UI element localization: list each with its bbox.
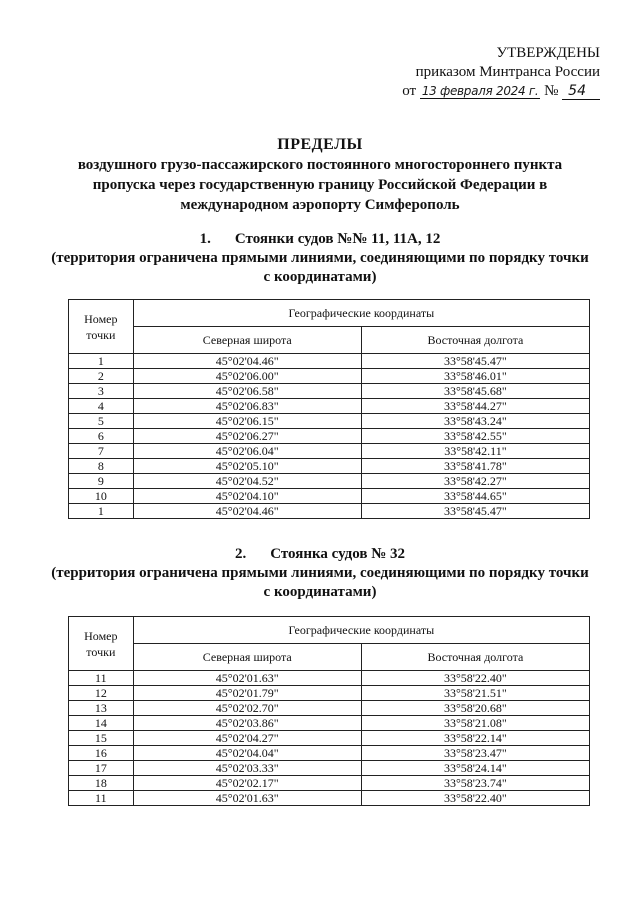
longitude-cell: 33°58'42.27": [361, 474, 589, 489]
table-row: [69, 399, 590, 414]
col-header-point-number: Номер точки: [69, 617, 134, 671]
title-line-3: международном аэропорту Симферополь: [180, 197, 460, 213]
longitude-cell: 33°58'23.74": [361, 776, 589, 791]
col-header-point-number: Номер точки: [69, 300, 134, 354]
latitude-cell: 45°02'02.70": [133, 701, 361, 716]
latitude-cell: 45°02'01.63": [133, 791, 361, 806]
point-number-cell: 9: [69, 474, 134, 489]
table-row: [69, 474, 590, 489]
longitude-cell: 33°58'22.40": [361, 671, 589, 686]
longitude-cell: 33°58'44.65": [361, 489, 589, 504]
longitude-cell: 33°58'42.55": [361, 429, 589, 444]
longitude-cell: 33°58'43.24": [361, 414, 589, 429]
longitude-cell: 33°58'22.40": [361, 791, 589, 806]
point-number-cell: 10: [69, 489, 134, 504]
longitude-cell: 33°58'41.78": [361, 459, 589, 474]
table-row: [69, 761, 590, 776]
order-no-label: №: [544, 83, 559, 99]
point-number-cell: 18: [69, 776, 134, 791]
table-row: [69, 489, 590, 504]
section-2-sub-1: (территория ограничена прямыми линиями, соединяющими по порядку точки: [51, 565, 589, 581]
section-1-sub-2: с координатами): [263, 269, 377, 285]
approval-order-line: [400, 82, 600, 101]
order-date: 13 февраля 2024 г.: [421, 84, 539, 98]
table-row: [69, 384, 590, 399]
point-number-cell: 1: [69, 354, 134, 369]
table-row: [69, 701, 590, 716]
table-row: [69, 459, 590, 474]
point-number-cell: 17: [69, 761, 134, 776]
point-number-cell: 1: [69, 504, 134, 519]
section-1-title: Стоянки судов №№ 11, 11А, 12: [234, 231, 441, 247]
section-1-heading: [40, 230, 600, 287]
coordinates-table-1: [68, 299, 590, 519]
longitude-cell: 33°58'45.47": [361, 354, 589, 369]
longitude-cell: 33°58'20.68": [361, 701, 589, 716]
longitude-cell: 33°58'44.27": [361, 399, 589, 414]
latitude-cell: 45°02'04.52": [133, 474, 361, 489]
latitude-cell: 45°02'02.17": [133, 776, 361, 791]
point-number-cell: 15: [69, 731, 134, 746]
order-number: 54: [562, 83, 600, 100]
latitude-cell: 45°02'03.33": [133, 761, 361, 776]
section-1-sub-1: (территория ограничена прямыми линиями, соединяющими по порядку точки: [51, 250, 589, 266]
latitude-cell: 45°02'04.46": [133, 354, 361, 369]
longitude-cell: 33°58'24.14": [361, 761, 589, 776]
col-header-longitude: Восточная долгота: [361, 327, 589, 354]
section-2-number: 2.: [234, 546, 247, 562]
table-row: [69, 671, 590, 686]
latitude-cell: 45°02'01.79": [133, 686, 361, 701]
section-2-sub-2: с координатами): [263, 584, 377, 600]
longitude-cell: 33°58'42.11": [361, 444, 589, 459]
point-number-cell: 16: [69, 746, 134, 761]
point-number-cell: 8: [69, 459, 134, 474]
table-row: [69, 369, 590, 384]
latitude-cell: 45°02'04.27": [133, 731, 361, 746]
latitude-cell: 45°02'06.58": [133, 384, 361, 399]
document-title: [40, 135, 600, 215]
latitude-cell: 45°02'04.04": [133, 746, 361, 761]
point-number-cell: 4: [69, 399, 134, 414]
longitude-cell: 33°58'46.01": [361, 369, 589, 384]
longitude-cell: 33°58'45.68": [361, 384, 589, 399]
table-row: [69, 746, 590, 761]
section-2-heading: [40, 545, 600, 602]
coordinates-table-2: [68, 616, 590, 806]
col-header-latitude: Северная широта: [133, 327, 361, 354]
point-number-cell: 7: [69, 444, 134, 459]
point-number-cell: 13: [69, 701, 134, 716]
latitude-cell: 45°02'06.04": [133, 444, 361, 459]
latitude-cell: 45°02'03.86": [133, 716, 361, 731]
table-row: [69, 686, 590, 701]
latitude-cell: 45°02'06.27": [133, 429, 361, 444]
point-number-cell: 2: [69, 369, 134, 384]
latitude-cell: 45°02'04.46": [133, 504, 361, 519]
latitude-cell: 45°02'06.83": [133, 399, 361, 414]
table-1-body: [69, 354, 590, 519]
longitude-cell: 33°58'45.47": [361, 504, 589, 519]
title-line-1: воздушного грузо-пассажирского постоянного многостороннего пункта: [77, 157, 563, 173]
table-row: [69, 354, 590, 369]
table-2-body: [69, 671, 590, 806]
title-main: ПРЕДЕЛЫ: [277, 136, 363, 153]
table-row: [69, 444, 590, 459]
table-row: [69, 731, 590, 746]
col-header-geo: Географические координаты: [133, 617, 589, 644]
point-number-cell: 11: [69, 671, 134, 686]
order-prefix: от: [402, 83, 417, 99]
table-row: [69, 776, 590, 791]
latitude-cell: 45°02'06.00": [133, 369, 361, 384]
longitude-cell: 33°58'22.14": [361, 731, 589, 746]
point-number-cell: 6: [69, 429, 134, 444]
longitude-cell: 33°58'21.51": [361, 686, 589, 701]
col-header-longitude: Восточная долгота: [361, 644, 589, 671]
table-row: [69, 414, 590, 429]
approval-order-text: приказом Минтранса России: [415, 64, 600, 80]
section-2-title: Стоянка судов № 32: [270, 546, 406, 562]
point-number-cell: 14: [69, 716, 134, 731]
point-number-cell: 3: [69, 384, 134, 399]
section-1-number: 1.: [199, 231, 211, 247]
latitude-cell: 45°02'06.15": [133, 414, 361, 429]
point-number-cell: 12: [69, 686, 134, 701]
latitude-cell: 45°02'04.10": [133, 489, 361, 504]
approval-title: УТВЕРЖДЕНЫ: [496, 45, 600, 61]
table-row: [69, 429, 590, 444]
col-header-geo: Географические координаты: [133, 300, 589, 327]
table-row: [69, 791, 590, 806]
longitude-cell: 33°58'23.47": [361, 746, 589, 761]
approval-block: [400, 44, 600, 101]
point-number-cell: 5: [69, 414, 134, 429]
table-row: [69, 504, 590, 519]
table-row: [69, 716, 590, 731]
latitude-cell: 45°02'01.63": [133, 671, 361, 686]
point-number-cell: 11: [69, 791, 134, 806]
latitude-cell: 45°02'05.10": [133, 459, 361, 474]
title-line-2: пропуска через государственную границу Российской Федерации в: [92, 177, 548, 193]
col-header-latitude: Северная широта: [133, 644, 361, 671]
longitude-cell: 33°58'21.08": [361, 716, 589, 731]
